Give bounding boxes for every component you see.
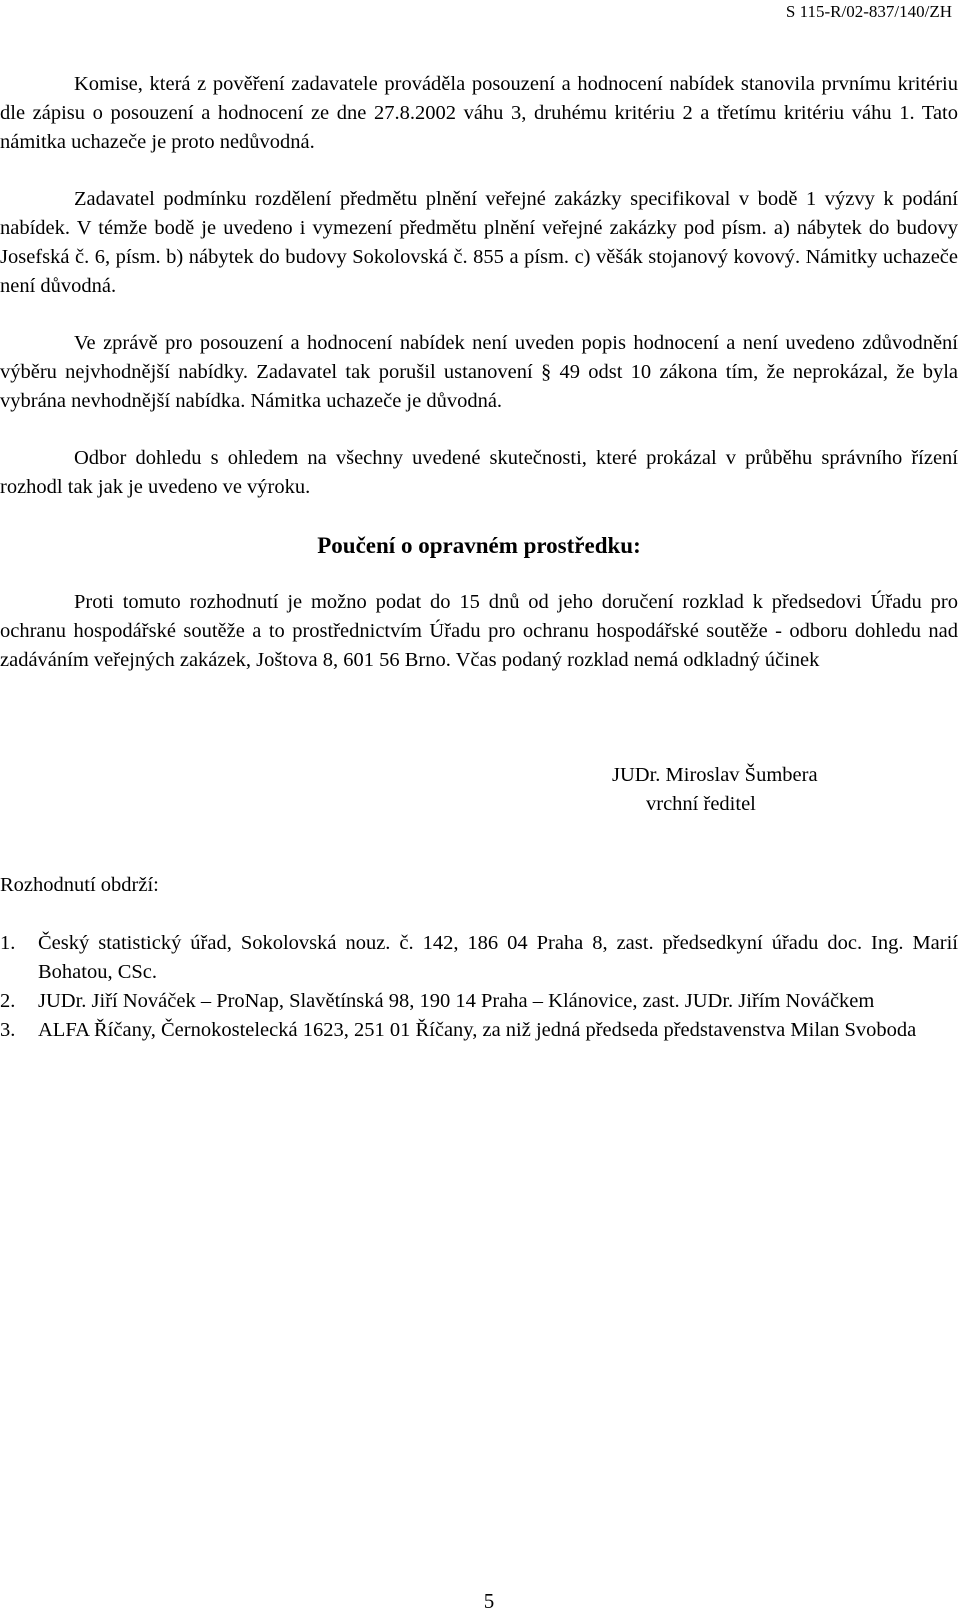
spacer: [0, 675, 958, 761]
paragraph-subject-division: Zadavatel podmínku rozdělení předmětu plnění veřejné zakázky specifikoval v bodě 1 výzvy k podání nabídek. V témže bodě je uvedeno i vymezení předmětu plnění veřejné zakázky pod písm. a) nábytek do budovy Josefská č. 6, písm. b) nábytek do budovy Sokolovská č. 855 a písm. c) věšák stojanový kovový. Námitky uchazeče není důvodná.: [0, 188, 958, 297]
paragraph-decision-summary: Odbor dohledu s ohledem na všechny uvedené skutečnosti, které prokázal v průběhu správního řízení rozhodl tak jak je uvedeno ve výroku.: [0, 447, 958, 498]
list-item: [0, 929, 958, 987]
spacer: [0, 301, 958, 329]
document-body: [0, 70, 958, 1045]
list-item: [0, 987, 958, 1016]
spacer: [0, 561, 958, 588]
list-item-number: 3.: [0, 1019, 16, 1041]
list-item: [0, 1016, 958, 1045]
paragraph-appeal-instruction: Proti tomuto rozhodnutí je možno podat do 15 dnů od jeho doručení rozklad k předsedovi Úřadu pro ochranu hospodářské soutěže a to prostřednictvím Úřadu pro ochranu hospodářské soutěže - odboru dohledu nad zadáváním veřejných zakázek, Joštova 8, 601 56 Brno. Včas podaný rozklad nemá odkladný účinek: [0, 591, 958, 671]
recipients-title: Rozhodnutí obdrží:: [0, 874, 159, 896]
spacer: [0, 502, 958, 531]
spacer: [0, 819, 958, 871]
spacer: [0, 900, 958, 929]
list-item-text: ALFA Říčany, Černokostelecká 1623, 251 01 Říčany, za niž jedná předseda představenstva Milan Svoboda: [38, 1019, 917, 1041]
list-item-number: 1.: [0, 932, 16, 954]
list-item-number: 2.: [0, 990, 16, 1012]
spacer: [0, 416, 958, 444]
signatory-name: JUDr. Miroslav Šumbera: [612, 764, 818, 786]
list-item-text: JUDr. Jiří Nováček – ProNap, Slavětínská 98, 190 14 Praha – Klánovice, zast. JUDr. Jiřím Nováčkem: [38, 990, 875, 1012]
list-item-text: Český statistický úřad, Sokolovská nouz. č. 142, 186 04 Praha 8, zast. předsedkyní úřadu doc. Ing. Marií Bohatou, CSc.: [38, 932, 958, 983]
appeal-instruction-heading: Poučení o opravném prostředku:: [317, 533, 641, 558]
paragraph-commission: Komise, která z pověření zadavatele prováděla posouzení a hodnocení nabídek stanovila prvnímu kritériu dle zápisu o posouzení a hodnocení ze dne 27.8.2002 váhu 3, druhému kritériu 2 a třetímu kritériu váhu 1. Tato námitka uchazeče je proto nedůvodná.: [0, 73, 958, 153]
signatory-role: vrchní ředitel: [646, 793, 756, 815]
page-number: 5: [483, 1589, 495, 1613]
document-reference: S 115-R/02-837/140/ZH: [785, 2, 952, 21]
signature-block: [612, 761, 958, 819]
paragraph-evaluation-report: Ve zprávě pro posouzení a hodnocení nabídek není uveden popis hodnocení a není uvedeno zdůvodnění výběru nejvhodnější nabídky. Zadavatel tak porušil ustanovení § 49 odst 10 zákona tím, že neprokázal, že byla vybrána nevhodnější nabídka. Námitka uchazeče je důvodná.: [0, 332, 958, 412]
recipient-list: [0, 929, 958, 1045]
spacer: [0, 157, 958, 185]
